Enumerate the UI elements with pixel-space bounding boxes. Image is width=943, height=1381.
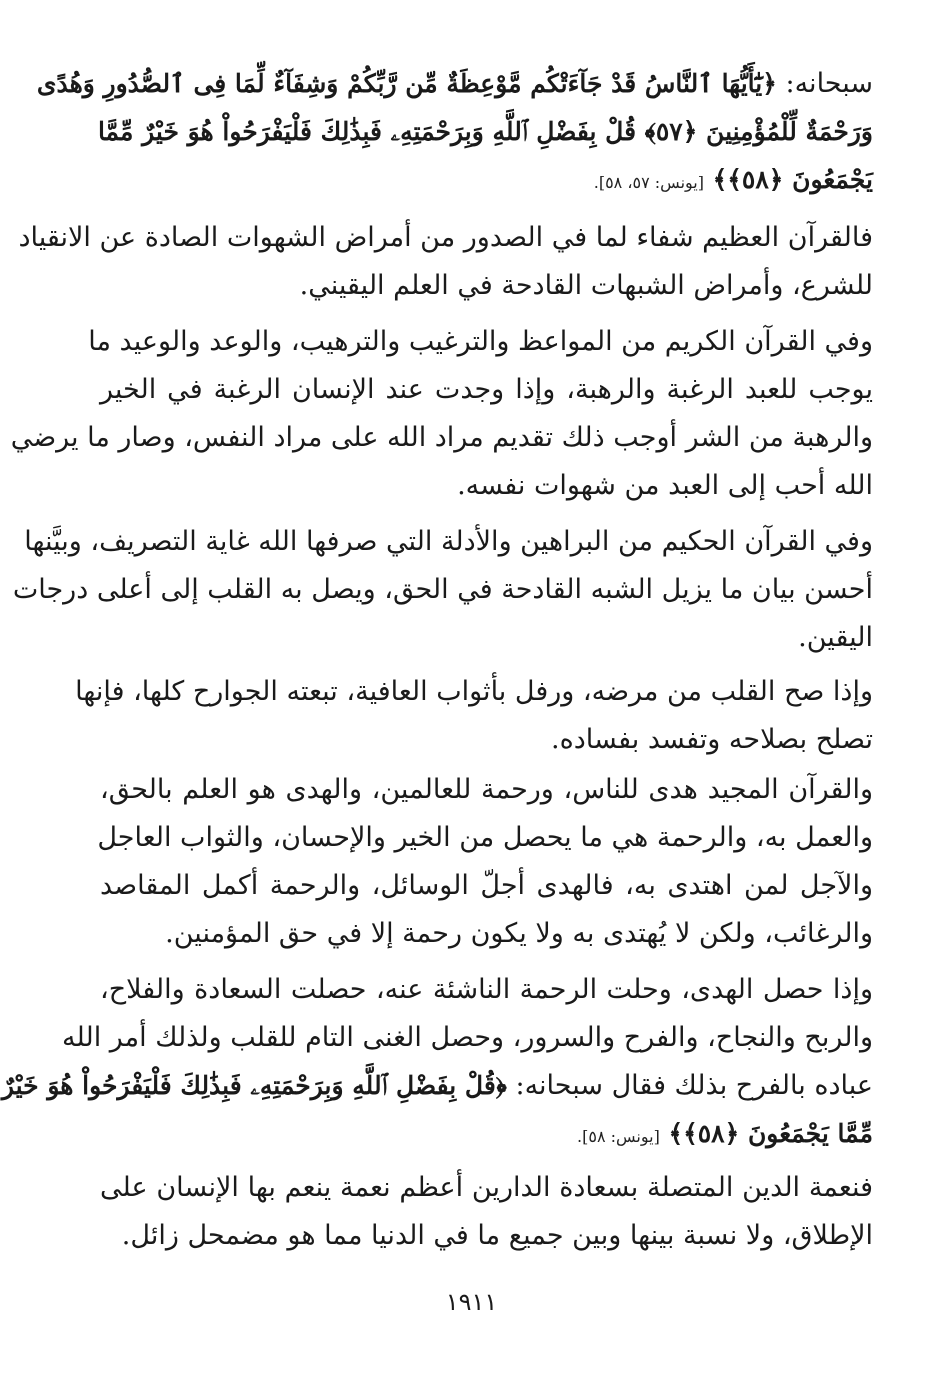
text-line: وإذا صح القلب من مرضه، ورفل بأثواب العافية، تبعته الجوارح كلها، فإنها: [75, 676, 873, 707]
quran-verse-line: ﴿قُلْ بِفَضْلِ ٱللَّهِ وَبِرَحْمَتِهِۦ فَبِذَٰلِكَ فَلْيَفْرَحُواْ هُوَ خَيْرٌ: [1, 1071, 507, 1100]
text-segment: عباده بالفرح بذلك فقال سبحانه:: [515, 1070, 873, 1101]
text-line: وفي القرآن الحكيم من البراهين والأدلة التي صرفها الله غاية التصريف، وبيَّنها: [24, 526, 873, 557]
text-line: وإذا حصل الهدى، وحلت الرحمة الناشئة عنه، حصلت السعادة والفلاح،: [100, 974, 873, 1005]
text-line: والربح والنجاح، والفرح والسرور، وحصل الغنى التام للقلب ولذلك أمر الله: [62, 1022, 873, 1053]
text-line: فنعمة الدين المتصلة بسعادة الدارين أعظم نعمة ينعم بها الإنسان على: [100, 1172, 873, 1203]
paragraph-6: [1, 966, 873, 1158]
text-line: اليقين.: [798, 622, 873, 653]
quran-verse-line: مِّمَّا يَجْمَعُونَ ﴿٥٨﴾﴾: [668, 1119, 873, 1148]
paragraph-1: [18, 214, 873, 310]
page-number: ١٩١١: [445, 1288, 498, 1316]
verse-end-line: [100, 1110, 873, 1158]
text-line: يوجب للعبد الرغبة والرهبة، وإذا وجدت عند الإنسان الرغبة في الخير: [100, 374, 873, 405]
text-line-with-verse: [1, 1062, 873, 1110]
text-line: والآجل لمن اهتدى به، فالهدى أجلّ الوسائل، والرحمة أكمل المقاصد: [100, 870, 873, 901]
quran-verse-line: يَجْمَعُونَ ﴿٥٨﴾﴾: [712, 165, 873, 194]
text-line: والرغائب، ولكن لا يُهتدى به ولا يكون رحمة إلا في حق المؤمنين.: [165, 918, 873, 949]
paragraph-4: [75, 668, 873, 764]
text-line: أحسن بيان ما يزيل الشبه القادحة في الحق، ويصل به القلب إلى أعلى درجات: [12, 574, 873, 605]
text-line: للشرع، وأمراض الشبهات القادحة في العلم اليقيني.: [299, 270, 873, 301]
intro-word: سبحانه:: [785, 68, 873, 99]
text-line: وفي القرآن الكريم من المواعظ والترغيب والترهيب، والوعد والوعيد ما: [88, 326, 873, 357]
quran-verse-line: وَرَحْمَةٌ لِّلْمُؤْمِنِينَ ﴿٥٧﴾ قُلْ بِفَضْلِ ٱللَّهِ وَبِرَحْمَتِهِۦ فَبِذَٰلِكَ فَلْيَفْرَحُواْ هُوَ خَيْرٌ مِّمَّا: [97, 117, 873, 146]
quran-verse-line: ﴿يَٰٓأَيُّهَا ٱلنَّاسُ قَدْ جَآءَتْكُم مَّوْعِظَةٌ مِّن رَّبِّكُمْ وَشِفَآءٌ لِّمَا فِى ٱلصُّدُورِ وَهُدًى: [36, 69, 777, 98]
text-line: الإطلاق، ولا نسبة بينها وبين جميع ما في الدنيا مما هو مضمحل زائل.: [121, 1220, 873, 1251]
intro-line-1: [36, 60, 873, 108]
paragraph-2: [10, 318, 873, 510]
text-line: فالقرآن العظيم شفاء لما في الصدور من أمراض الشهوات الصادة عن الانقياد: [18, 222, 873, 253]
text-line: الله أحب إلى العبد من شهوات نفسه.: [457, 470, 873, 501]
paragraph-3: [12, 518, 873, 662]
text-line: والقرآن المجيد هدى للناس، ورحمة للعالمين، والهدى هو العلم بالحق،: [100, 774, 873, 805]
text-line: تصلح بصلاحه وتفسد بفساده.: [551, 724, 873, 755]
verse-reference: [يونس: ٥٧، ٥٨].: [593, 173, 704, 192]
intro-verse-block: [36, 60, 873, 204]
paragraph-5: [97, 766, 873, 958]
text-line: والرهبة من الشر أوجب ذلك تقديم مراد الله على مراد النفس، وصار ما يرضي: [10, 422, 873, 453]
paragraph-7: [100, 1164, 873, 1260]
verse-reference: [يونس: ٥٨].: [577, 1127, 660, 1146]
intro-line-3: [100, 156, 873, 204]
text-line: والعمل به، والرحمة هي ما يحصل من الخير والإحسان، والثواب العاجل: [97, 822, 873, 853]
